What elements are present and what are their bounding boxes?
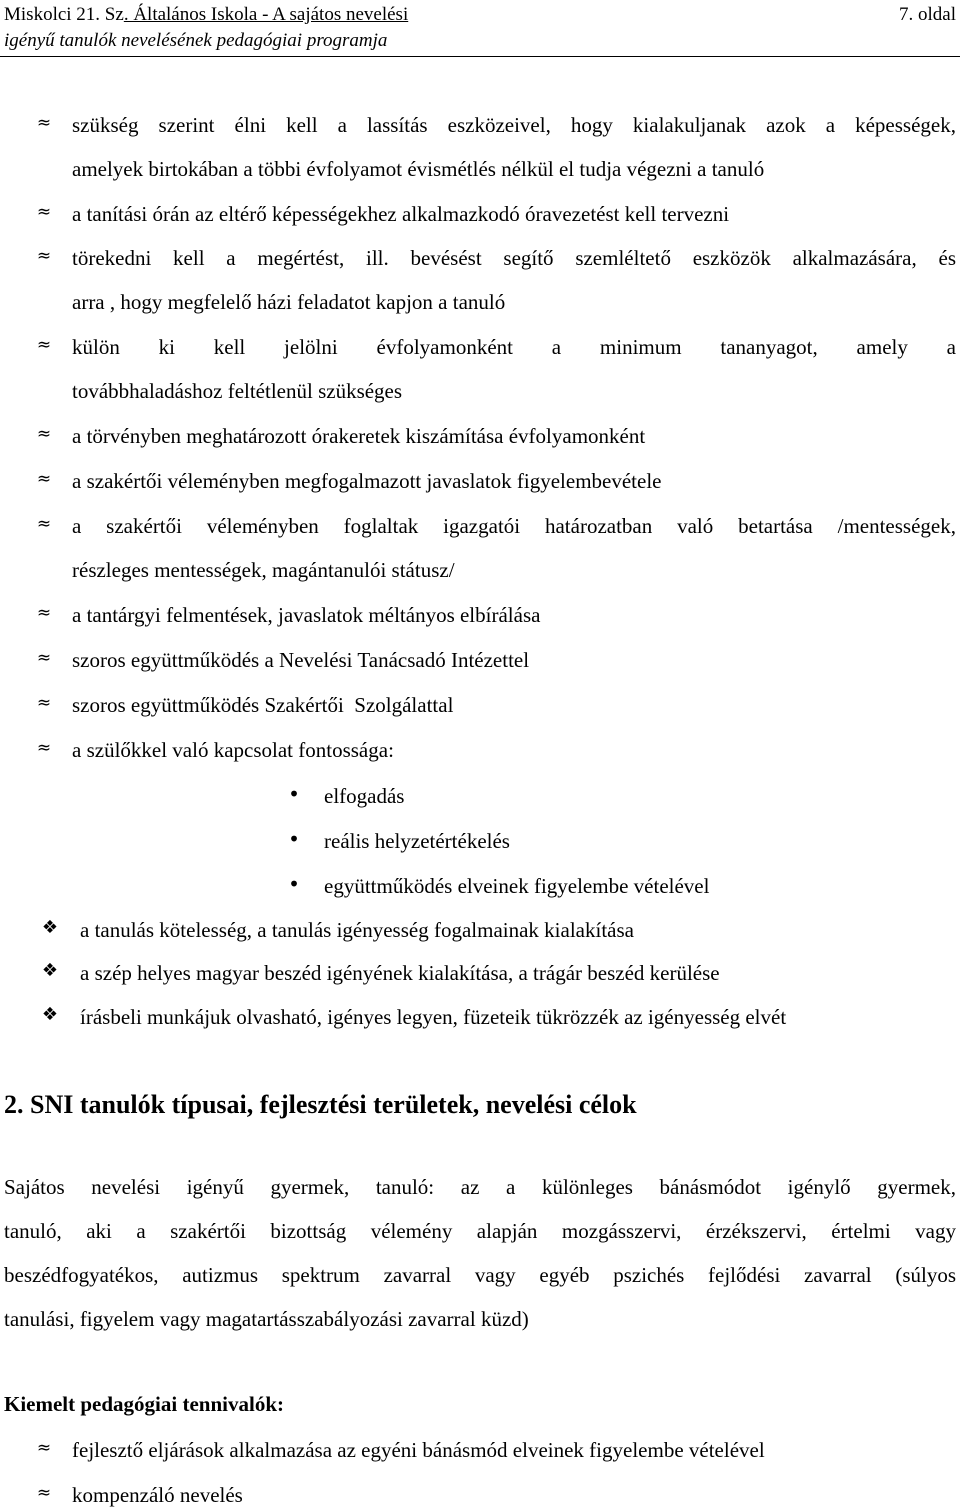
approx-bullet-icon: ≈ — [36, 469, 52, 489]
approx-bullet-icon: ≈ — [36, 738, 52, 758]
subheading: Kiemelt pedagógiai tennivalók: — [4, 1392, 284, 1416]
header-program-title: igényű tanulók nevelésének pedagógiai programja — [4, 30, 388, 51]
header-page-number: 7. oldal — [899, 4, 956, 25]
approx-bullet-icon: ≈ — [36, 693, 52, 713]
description-paragraph: Sajátos nevelési igényű gyermek, tanuló: az a különleges bánásmódot igénylő gyermek, tanuló, aki a szakértői bizottság vélemény alapján mozgásszervi, érzékszervi, értelmi vagy beszédfogyatékos, autizmus spektrum zavarral vagy egyéb pszichés fejlődési zavarral (súlyos tanulási, figyelem vagy magatartásszabályozási zavarral küzd) — [4, 1175, 956, 1331]
diamond-bullet-icon: ❖ — [41, 917, 59, 938]
approx-bullet-icon: ≈ — [36, 648, 52, 668]
header-school-name: Miskolci 21. Sz. Általános Iskola - A sajátos nevelési — [4, 4, 409, 25]
approx-bullet-icon: ≈ — [36, 1438, 52, 1458]
approx-bullet-icon: ≈ — [36, 113, 52, 133]
dot-bullet-icon: • — [288, 872, 300, 896]
dot-bullet-icon: • — [288, 782, 300, 806]
dot-bullet-icon: • — [288, 827, 300, 851]
approx-bullet-icon: ≈ — [36, 1483, 52, 1503]
approx-bullet-icon: ≈ — [36, 424, 52, 444]
approx-bullet-icon: ≈ — [36, 202, 52, 222]
section-heading: 2. SNI tanulók típusai, fejlesztési területek, nevelési célok — [4, 1090, 637, 1119]
approx-bullet-icon: ≈ — [36, 335, 52, 355]
approx-bullet-icon: ≈ — [36, 246, 52, 266]
diamond-bullet-icon: ❖ — [41, 1004, 59, 1025]
approx-bullet-icon: ≈ — [36, 603, 52, 623]
diamond-bullet-icon: ❖ — [41, 960, 59, 981]
approx-bullet-icon: ≈ — [36, 514, 52, 534]
page-header — [0, 0, 960, 57]
